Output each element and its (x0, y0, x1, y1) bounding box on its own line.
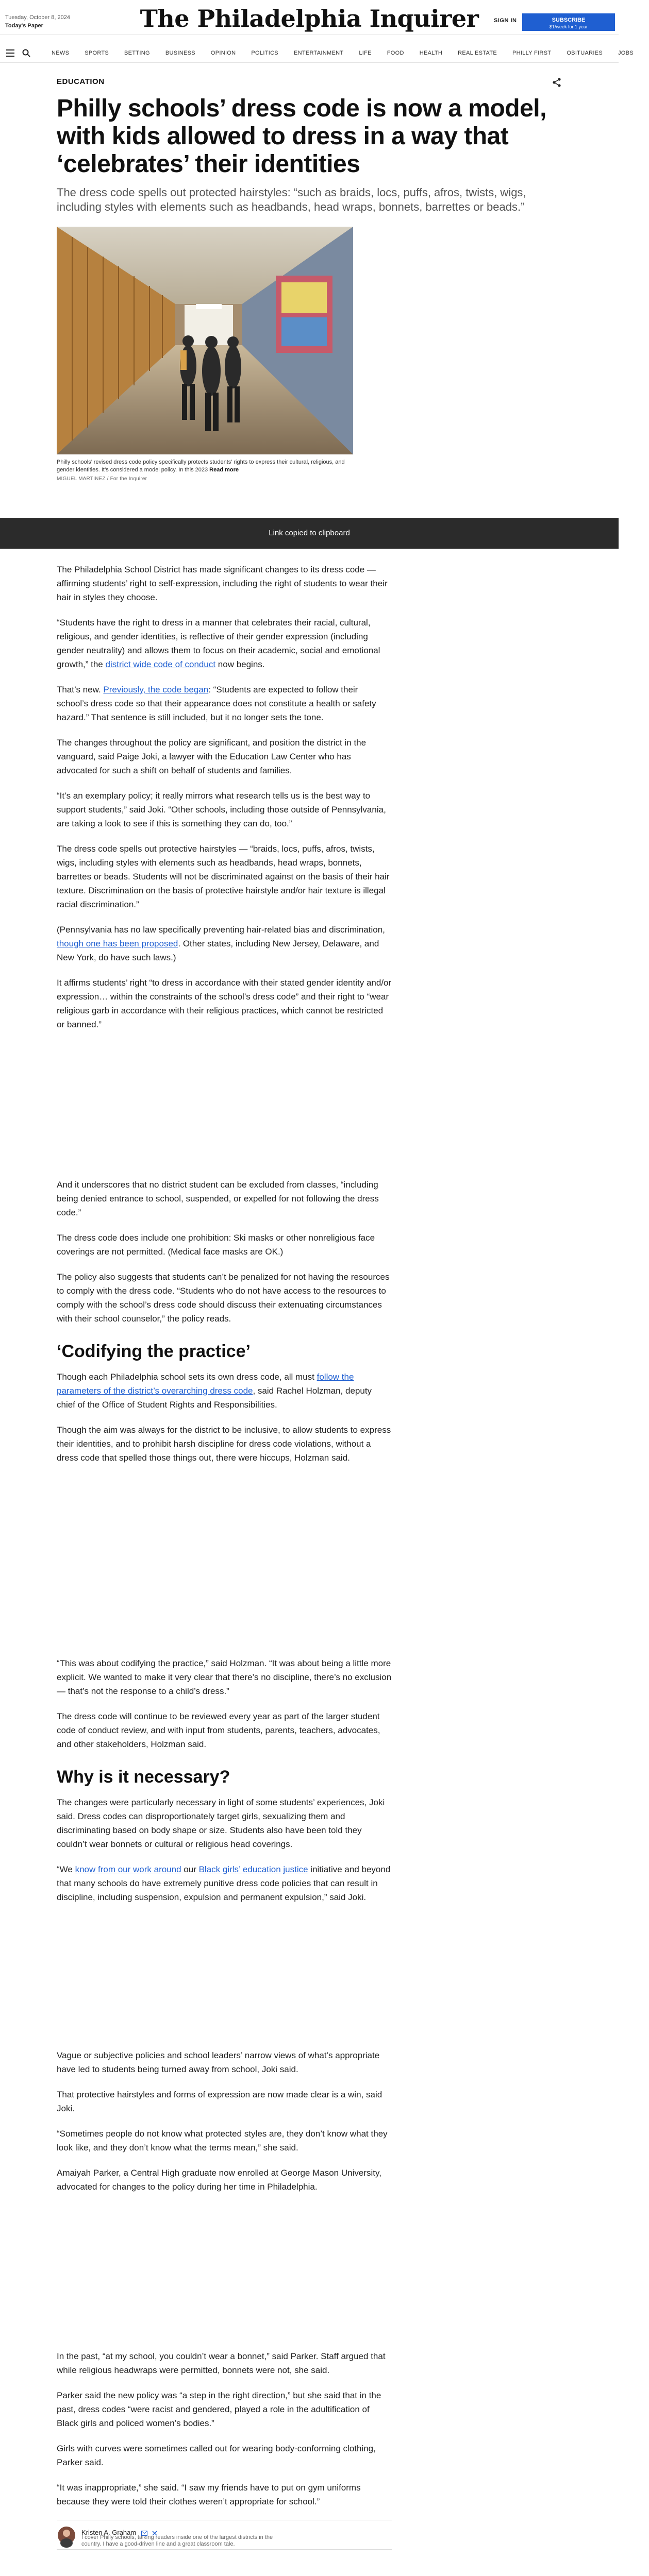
paragraph: The dress code will continue to be reviewed every year as part of the larger student code of conduct review, and with input from students, parents, teachers, advocates, and other stakeholders, Holzman said. (57, 1711, 380, 1749)
paragraph: “Sometimes people do not know what protected styles are, they don’t know what they look like, and they don’t know what the terms mean,” she said. (57, 2129, 388, 2153)
masthead-logo[interactable]: The Philadelphia Inquirer (140, 5, 479, 32)
author-card (57, 2520, 392, 2550)
read-more-link[interactable]: Read more (209, 467, 239, 473)
ad-slot (57, 1916, 392, 2048)
paragraph: The Philadelphia School District has made significant changes to its dress code — affirming students’ right to self-expression, including the right of students to wear their hair in styles they choose. (57, 565, 388, 602)
nav-item-entertainment[interactable]: ENTERTAINMENT (293, 50, 344, 56)
paragraph: “It’s an exemplary policy; it really mirrors what research tells us is the best way to support students,” said Joki. “Other schools, including those outside of Pennsylvania, are taking a look to see if this is something they can do, too.” (57, 791, 386, 828)
caption-text: Philly schools’ revised dress code policy specifically protects students’ rights to express their cultural, religious, and gender identities. It’s considered a model policy. In this 2023 (57, 459, 345, 473)
nav-item-sports[interactable]: SPORTS (85, 50, 109, 56)
paragraph: Parker said the new policy was “a step in the right direction,” but she said that in the past, dress codes “were racist and gendered, played a role in the adultification of Black girls and policed women’s bodies.” (57, 2391, 381, 2428)
current-date: Tuesday, October 8, 2024 (5, 14, 70, 21)
paragraph: “Students have the right to dress in a manner that celebrates their racial, cultural, religious, and gender identities, is reflective of their gender expression (including gender neutrality) and allows them to focus on their academic, social and emotional growth,” the district wide code of conduct now begins. (57, 618, 380, 669)
paragraph: Girls with curves were sometimes called out for wearing body-conforming clothing, Parker said. (57, 2444, 376, 2467)
menu-icon[interactable] (6, 49, 14, 57)
section-label[interactable]: EDUCATION (57, 77, 105, 86)
nav-item-health[interactable]: HEALTH (419, 50, 443, 56)
nav-item-life[interactable]: LIFE (359, 50, 372, 56)
education-justice-link[interactable]: Black girls’ education justice (198, 1865, 308, 1874)
nav-item-news[interactable]: NEWS (52, 50, 70, 56)
section-row (57, 77, 392, 90)
todays-paper-link[interactable]: Today's Paper (5, 23, 43, 29)
nav-items (52, 50, 649, 56)
site-header (0, 0, 619, 35)
dek: The dress code spells out protected hairstyles: “such as braids, locs, puffs, afros, twists, wigs, including styles with elements such as headbands, head wraps, bonnets, barrettes or beads.” (57, 186, 526, 213)
paragraph: That protective hairstyles and forms of expression are now made clear is a win, said Joki. (57, 2090, 382, 2113)
headline: Philly schools’ dress code is now a model, with kids allowed to dress in a way that ‘celebrates’ their identities (57, 95, 546, 178)
sign-in-link[interactable]: SIGN IN (494, 18, 517, 24)
subscribe-label: SUBSCRIBE (552, 16, 586, 23)
paragraph: The policy also suggests that students can’t be penalized for not having the resources to comply with the dress code. “Students who do not have access to the resources to comply with the school’s dress code should discuss their extenuating circumstances with their school counselor,” the policy reads. (57, 1272, 390, 1324)
article-header (57, 77, 546, 483)
nav-item-jobs[interactable]: JOBS (618, 50, 634, 56)
paragraph: The changes were particularly necessary in light of some students’ experiences, Joki said. Dress codes can disproportionately target girls, sexualizing them and discriminating based on body shape or size. Students also have been told they couldn’t wear bonnets or cultural or religious head coverings. (57, 1798, 385, 1849)
author-bio: I cover Philly schools, talking readers inside one of the largest districts in the country. I have a good-driven line and a great classroom tale. (81, 2534, 273, 2547)
nav-item-business[interactable]: BUSINESS (165, 50, 195, 56)
paragraph: (Pennsylvania has no law specifically preventing hair-related bias and discrimination, though one has been proposed. Other states, including New Jersey, Delaware, and New York, do have such laws.) (57, 925, 385, 962)
hero-photo[interactable] (57, 227, 353, 454)
subscribe-offer: $1/week for 1 year (549, 24, 588, 29)
our-work-link[interactable]: know from our work around (75, 1865, 181, 1874)
paragraph: It affirms students’ right “to dress in accordance with their stated gender identity and/or expression… within the constraints of the school’s dress code” and their right to “wear religious garb in accordance with their religious practices, which cannot be restricted or banned.” (57, 978, 392, 1029)
code-of-conduct-link[interactable]: district wide code of conduct (105, 659, 216, 669)
ad-slot (57, 1043, 392, 1178)
paragraph: The dress code does include one prohibition: Ski masks or other nonreligious face coverings are not permitted. (Medical face masks are OK.) (57, 1233, 375, 1257)
hero-photo-illustration (57, 227, 353, 454)
ad-slot (57, 2205, 392, 2349)
paragraph: Though the aim was always for the district to be inclusive, to allow students to express their identities, and to prohibit harsh discipline for dress code violations, without a dress code that spelled those things out, there were hiccups, Holzman said. (57, 1425, 391, 1463)
nav-item-obituaries[interactable]: OBITUARIES (567, 50, 603, 56)
section-nav (0, 44, 634, 63)
paragraph: That’s new. Previously, the code began: “Students are expected to follow their school’s dress code so that their appearance does not constitute a health or safety hazard.” That sentence is still included, but it no longer sets the tone. (57, 685, 376, 722)
ad-slot (57, 1476, 392, 1656)
paragraph: Though each Philadelphia school sets its own dress code, all must follow the parameters of the district’s overarching dress code, said Rachel Holzman, deputy chief of the Office of Student Rights and Responsibilities. (57, 1372, 372, 1410)
proposed-law-link[interactable]: though one has been proposed (57, 939, 178, 948)
avatar[interactable] (58, 2527, 75, 2544)
paragraph: “We know from our work around our Black girls’ education justice initiative and beyond that many schools do have extremely punitive dress code policies that can result in discipline, including suspension, expulsion and permanent expulsion,” said Joki. (57, 1865, 391, 1902)
link-copied-toast: Link copied to clipboard (0, 518, 619, 549)
subhead: Why is it necessary? (57, 1767, 230, 1787)
article-body (57, 563, 392, 2550)
nav-item-politics[interactable]: POLITICS (251, 50, 278, 56)
district-dress-code-link[interactable]: follow the parameters of the district’s overarching dress code (57, 1372, 354, 1396)
paragraph: Amaiyah Parker, a Central High graduate now enrolled at George Mason University, advocated for changes to the policy during her time in Philadelphia. (57, 2168, 381, 2192)
nav-item-food[interactable]: FOOD (387, 50, 404, 56)
paragraph: And it underscores that no district student can be excluded from classes, “including being denied entrance to school, suspended, or expelled for not following the dress code.” (57, 1180, 379, 1217)
previous-code-link[interactable]: Previously, the code began (103, 685, 209, 694)
nav-item-real-estate[interactable]: REAL ESTATE (458, 50, 497, 56)
nav-item-betting[interactable]: BETTING (124, 50, 150, 56)
paragraph: “This was about codifying the practice,” said Holzman. “It was about being a little more explicit. We wanted to make it very clear that there’s no discipline, there’s no exclusion — that’s not the response to a child’s dress.” (57, 1658, 392, 1696)
photo-credit: MIGUEL MARTINEZ / For the Inquirer (57, 476, 147, 482)
nav-item-opinion[interactable]: OPINION (210, 50, 236, 56)
nav-item-philly-first[interactable]: PHILLY FIRST (512, 50, 552, 56)
paragraph: “It was inappropriate,” she said. “I saw my friends have to put on gym uniforms because they were told their clothes weren’t appropriate for school.” (57, 2483, 361, 2506)
photo-caption (57, 459, 353, 483)
paragraph: The changes throughout the policy are significant, and position the district in the vanguard, said Paige Joki, a lawyer with the Education Law Center who has advocated for such a shift on behalf of students and families. (57, 738, 367, 775)
subhead: ‘Codifying the practice’ (57, 1342, 251, 1361)
paragraph: Vague or subjective policies and school leaders’ narrow views of what’s appropriate have led to students being turned away from school, Joki said. (57, 2050, 380, 2074)
subscribe-button[interactable] (522, 13, 615, 31)
share-icon[interactable] (552, 77, 562, 88)
paragraph: The dress code spells out protective hairstyles — “braids, locs, puffs, afros, twists, wigs, including styles with elements such as headbands, head wraps, bonnets, barrettes or beads. Students will not be discriminated against on the basis of their hair texture. Discrimination on the basis of protective hairstyle and/or hair texture is illegal racial discrimination.” (57, 844, 390, 909)
author-name[interactable]: Kristen A. Graham (81, 2526, 157, 2539)
search-icon[interactable] (22, 48, 31, 58)
paragraph: In the past, “at my school, you couldn’t wear a bonnet,” said Parker. Staff argued that while religious headwraps were permitted, bonnets were not, she said. (57, 2351, 386, 2375)
